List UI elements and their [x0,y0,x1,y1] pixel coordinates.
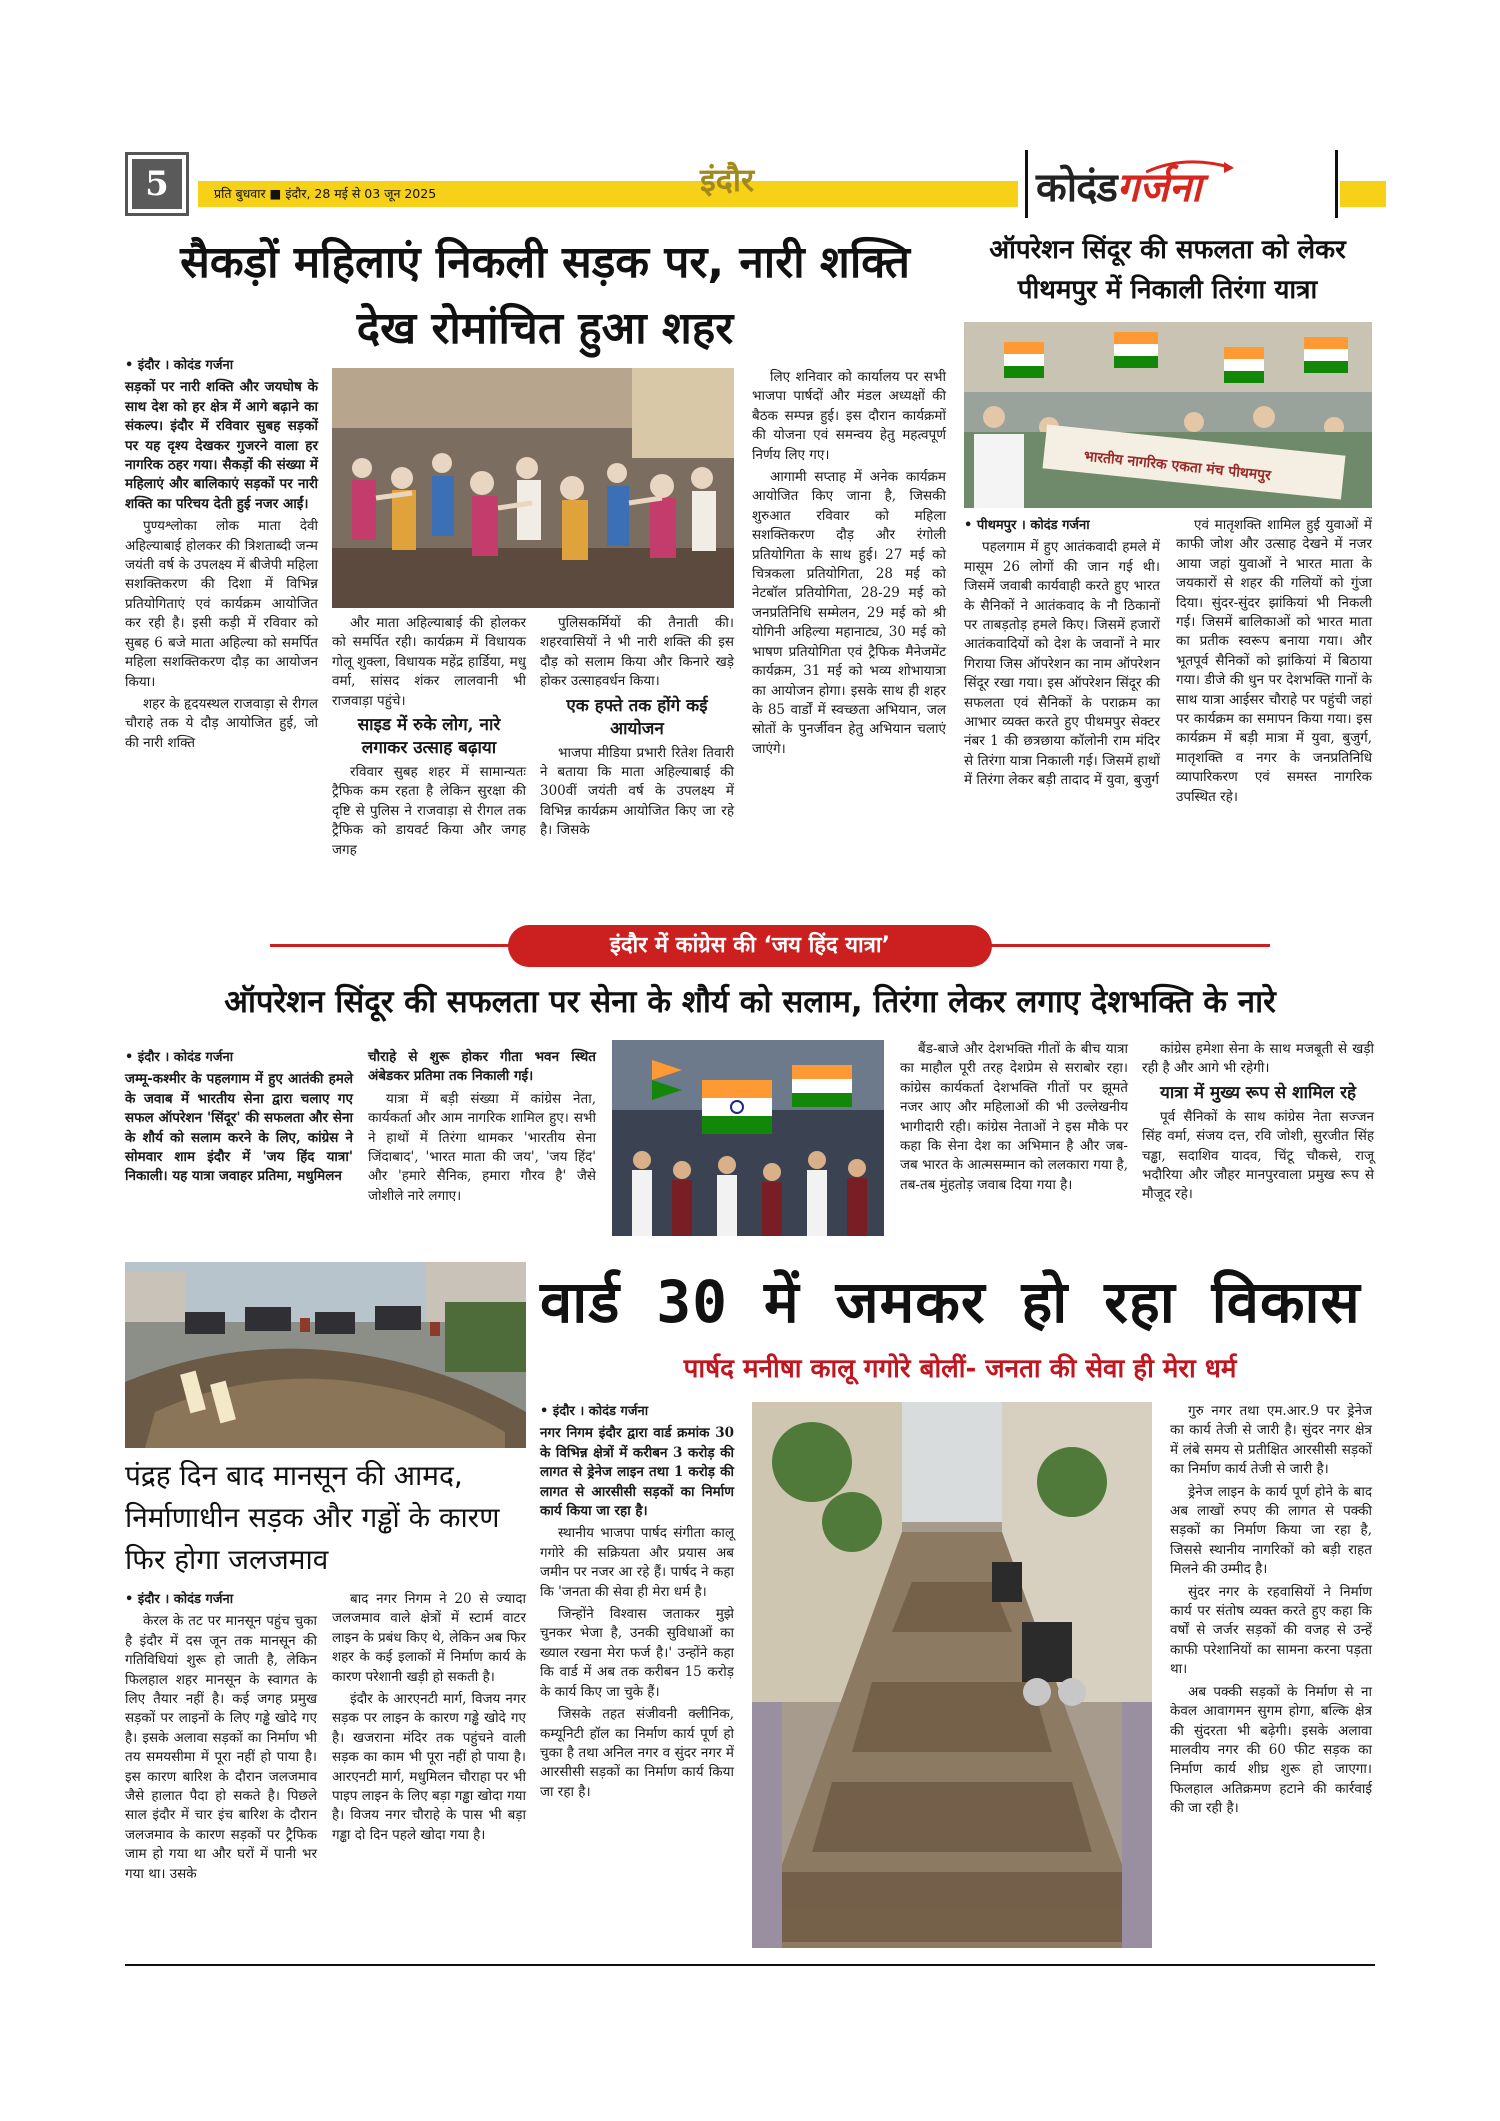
story5-subheadline: पार्षद मनीषा कालू गगोरे बोलीं- जनता की सेवा ही मेरा धर्म [683,1354,1237,1384]
brand-name-2: गर्जना [1116,165,1202,211]
edition-date: प्रति बुधवार ■ इंदौर, 28 मई से 03 जून 2025 [214,186,437,201]
story5-col1 [540,1402,734,1805]
story2-banner-text: भारतीय नागरिक एकता मंच पीथमपुर [1083,448,1272,485]
story1-para: लिए शनिवार को कार्यालय पर सभी भाजपा पार्षदों और मंडल अध्यक्षों की बैठक सम्पन्न हुई। इस दौरान कार्यक्रमों की योजना एवं समन्वय हेतु महत्वपूर्ण निर्णय लिए गए। [752,369,946,463]
story3-subhead: यात्रा में मुख्य रूप से शामिल रहे [1159,1082,1357,1103]
story5-para: जिसके तहत संजीवनी क्लीनिक, कम्यूनिटी हॉल का निर्माण कार्य पूर्ण हो चुका है तथा अनिल नगर व सुंदर नगर में आरसीसी सड़कों का निर्माण कार्य किया जा रहा है। [540,1706,734,1800]
story3-col1 [125,1048,353,1190]
story5-col3 [1170,1402,1372,1822]
story3-para: कांग्रेस हमेशा सेना के साथ मजबूती से खड़ी रही है और आगे भी रहेगी। [1142,1041,1374,1077]
story1-col2 [332,614,526,863]
story5-para: स्थानीय भाजपा पार्षद संगीता कालू गगोरे की सक्रियता और प्रयास अब जमीन पर नजर आ रहे हैं। पार्षद ने कहा कि 'जनता की सेवा ही मेरा धर्म है। [540,1525,734,1600]
story1-para: आगामी सप्ताह में अनेक कार्यक्रम आयोजित किए जाना है, जिसकी शुरुआत रविवार को महिला सशक्तिकरण दौड़ और रंगोली प्रतियोगिता के साथ हुई। 27 मई को चित्रकला प्रतियोगिता, 28 मई को नेटबॉल प्रतियोगिता, 28-29 मई को जनप्रतिनिधि सम्मेलन, 29 मई को श्री योगिनी अहिल्या महानाट्य, 30 मई को भाषण प्रतियोगिता एवं ट्रैफिक मैनेजमेंट कार्यक्रम, 31 मई को भव्य शोभायात्रा का आयोजन होगा। इसके साथ ही शहर के 85 वार्डों में स्वच्छता अभियान, जल स्रोतों के पुनर्जीवन हेतु अभियान चलाएं जाएंगे। [752,469,946,757]
story2-photo [964,322,1372,508]
brand-divider-right [1335,150,1338,218]
story5-dateline: • इंदौर । कोदंड गर्जना [540,1404,649,1419]
story2-headline: ऑपरेशन सिंदूर की सफलता को लेकर पीथमपुर में निकाली तिरंगा यात्रा [989,235,1346,305]
story1-para: पुण्यश्लोका लोक माता देवी अहिल्याबाई होलकर की त्रिशताब्दी जन्म जयंती वर्ष के उपलक्ष्य में बीजेपी महिला सशक्तिकरण की दिशा में विभिन्न प्रतियोगिताएं एवं कार्यक्रम आयोजित कर रही है। इसी कड़ी में रविवार को सुबह 6 बजे माता अहिल्या को समर्पित महिला सशक्तिकरण दौड़ का आयोजन किया। [125,518,318,690]
story3-para: पूर्व सैनिकों के साथ कांग्रेस नेता सज्जन सिंह वर्मा, संजय दत्त, रवि जोशी, सुरजीत सिंह चड्ढा, सदाशिव यादव, चिंटू चौकसे, राजू भदौरिया और जौहर मानपुरवाला प्रमुख रूप से मौजूद रहे। [1142,1108,1374,1203]
story5-para: गुरु नगर तथा एम.आर.9 पर ड्रेनेज का कार्य तेजी से जारी है। सुंदर नगर क्षेत्र में लंबे समय से प्रतीक्षित आरसीसी सड़कों का निर्माण कार्य तेजी से जारी है। [1170,1403,1372,1478]
story5-para: सुंदर नगर के रहवासियों ने निर्माण कार्य पर संतोष व्यक्त करते हुए कहा कि वर्षों से जर्जर सड़कों की वजह से उन्हें काफी परेशानियों का सामना करना पड़ता था। [1170,1583,1372,1678]
brand-name-1: कोदंड [1036,165,1117,211]
story3-col2 [368,1048,596,1209]
story3-dateline: • इंदौर । कोदंड गर्जना [125,1050,234,1065]
story1-photo [332,368,734,608]
story3-para: यात्रा में बड़ी संख्या में कांग्रेस नेता, कार्यकर्ता और आम नागरिक शामिल हुए। सभी ने हाथों में तिरंगा थामकर 'भारतीय सेना जिंदाबाद', 'भारत माता की जय', 'जय हिंद' और 'हमारे सैनिक, हमारा गौरव है' जैसे जोशीले नारे लगाए। [368,1090,596,1204]
story5-para: जिन्होंने विश्वास जताकर मुझे चुनकर भेजा है, उनकी सुविधाओं का ख्याल रखना मेरा फर्ज है।' उन्होंने कहा कि वार्ड में अब तक करीबन 15 करोड़ के कार्य किए जा चुके हैं। [540,1606,734,1700]
story4-col2 [332,1590,526,1848]
story1-col1 [125,356,318,756]
story1-dateline: • इंदौर । कोदंड गर्जना [125,358,234,373]
story4-photo [125,1262,526,1448]
story3-headline: ऑपरेशन सिंदूर की सफलता पर सेना के शौर्य को सलाम, तिरंगा लेकर लगाए देशभक्ति के नारे [224,984,1276,1020]
story3-lead: चौराहे से शुरू होकर गीता भवन स्थित अंबेडकर प्रतिमा तक निकाली गई। [368,1049,596,1085]
story1-subhead: एक हफ्ते तक होंगे कई आयोजन [566,695,708,739]
story1-subhead: साइड में रुके लोग, नारे लगाकर उत्साह बढ़ाया [357,715,501,759]
story1-col3 [540,614,734,844]
page-number-box [125,152,189,216]
header-band-right [1340,181,1386,207]
story5-para: ड्रेनेज लाइन के कार्य पूर्ण होने के बाद अब लाखों रुपए की लागत से पक्की सड़कों का निर्माण किया जा रहा है, जिससे स्थानीय नागरिकों को बड़ी राहत मिलने की उम्मीद है। [1170,1483,1372,1578]
story3-kicker-text: इंदौर में कांग्रेस की ‘जय हिंद यात्रा’ [610,933,890,958]
story1-col4 [752,368,946,762]
story1-para: पुलिसकर्मियों की तैनाती की। शहरवासियों ने भी नारी शक्ति की इस दौड़ को सलाम किया और किनारे खड़े होकर उत्साहवर्धन किया। [540,615,734,690]
page-number: 5 [132,159,182,209]
story3-photo [612,1040,884,1236]
story2-para: एवं मातृशक्ति शामिल हुई युवाओं में काफी जोश और उत्साह देखने में नजर आया जहां युवाओं ने भारत माता के जयकारों से शहर की गलियों को गुंजा दिया। सुंदर-सुंदर झांकियां भी निकली गई। जिसमें बालिकाओं को भारत माता का प्रतीक स्वरूप बनाया गया। और भूतपूर्व सैनिकों को झांकियां में बिठाया गया। डीजे की धुन पर देशभक्ति गानों के साथ यात्रा आईसर चौराहे पर पहुंची जहां पर कार्यक्रम का समापन किया गया। इस कार्यक्रम में बड़ी मात्रा में युवा, बुजुर्ग, मातृशक्ति व नगर के जनप्रतिनिधि व्यापारिकरण एवं समस्त नागरिक उपस्थित रहे। [1176,517,1372,805]
city-label: इंदौर [700,161,755,199]
story3-kicker [508,925,992,967]
story5-lead: नगर निगम इंदौर द्वारा वार्ड क्रमांक 30 के विभिन्न क्षेत्रों में करीबन 3 करोड़ की लागत से ड्रेनेज लाइन तथा 1 करोड़ की लागत से आरसीसी सड़कों का निर्माण कार्य किया जा रहा है। [540,1425,734,1520]
story5-headline: वार्ड 30 में जमकर हो रहा विकास [540,1268,1361,1336]
story3-col3 [900,1040,1128,1198]
story3-lead: जम्मू-कश्मीर के पहलगाम में हुए आतंकी हमले के जवाब में भारतीय सेना द्वारा चलाए गए सफल ऑपरेशन 'सिंदूर' की सफलता और सेना के शौर्य को सलाम करने के लिए, कांग्रेस ने सोमवार शाम इंदौर में 'जय हिंद यात्रा' निकाली। यह यात्रा जवाहर प्रतिमा, मधुमिलन [125,1071,353,1185]
story1-para: रविवार सुबह शहर में सामान्यतः ट्रैफिक कम रहता है लेकिन सुरक्षा की दृष्टि से पुलिस ने राजवाड़ा से रीगल तक ट्रैफिक को डायवर्ट किया और जगह जगह [332,764,526,858]
story3-para: बैंड-बाजे और देशभक्ति गीतों के बीच यात्रा का माहौल पूरी तरह देशप्रेम से सराबोर रहा। कांग्रेस कार्यकर्ता देशभक्ति गीतों पर झूमते नजर आए और महिलाओं की भी उल्लेखनीय भागीदारी रही। कांग्रेस नेताओं ने इस मौके पर कहा कि सेना देश का अभिमान है और जब-जब भारत के आत्मसम्मान को ललकारा गया है, तब-तब मुंहतोड़ जवाब दिया गया है। [900,1041,1128,1193]
story2-para: पहलगाम में हुए आतंकवादी हमले में मासूम 26 लोगों की जान गई थी। जिसमें जवाबी कार्यवाही करते हुए भारत के सैनिकों ने आतंकवाद के नौ ठिकानों पर ताबड़तोड़ हमले किए। जिसमें हजारों आतंकवादियों को देश के जवानों ने मार गिराया जिस ऑपरेशन का नाम ऑपरेशन सिंदूर रखा गया। इस ऑपरेशन सिंदूर की सफलता एवं सैनिकों के पराक्रम का आभार व्यक्त करते हुए पीथमपुर सेक्टर नंबर 1 की छत्रछाया कॉलोनी राम मंदिर से तिरंगा यात्रा निकाली गई। जिसमें हाथों में तिरंगा लेकर बड़ी तादाद में युवा, बुजुर्ग [964,539,1160,789]
story4-para: केरल के तट पर मानसून पहुंच चुका है इंदौर में दस जून तक मानसून की गतिविधियां शुरू हो जाती है, लेकिन फिलहाल शहर मानसून के स्वागत के लिए तैयार नहीं है। कई जगह प्रमुख सड़कों पर लाइनों के लिए गड्ढे खोदे गए है। इसके अलावा सड़कों का निर्माण भी तय समयसीमा में पूरा नहीं हो पाया है। इस कारण बारिश के दौरान जलजमाव जैसे हालात पैदा हो सकते है। पिछले साल इंदौर में चार इंच बारिश के दौरान जलजमाव के कारण सड़कों पर ट्रैफिक जाम हो गया था और घरों में पानी भर गया था। उसके [125,1613,317,1882]
story5-photo [752,1402,1152,1948]
arrow-icon [1146,158,1236,178]
story5-para: अब पक्की सड़कों के निर्माण से ना केवल आवागमन सुगम होगा, बल्कि क्षेत्र की सुंदरता भी बढ़ेगी। इसके अलावा मालवीय नगर की 60 फीट सड़क का निर्माण कार्य शीघ्र शुरू हो जाएगा। फिलहाल अतिक्रमण हटाने की कार्रवाई की जा रही है। [1170,1683,1372,1817]
story1-lead: सड़कों पर नारी शक्ति और जयघोष के साथ देश को हर क्षेत्र में आगे बढ़ाने का संकल्प। इंदौर में रविवार सुबह सड़कों पर यह दृश्य देखकर गुजरने वाला हर नागरिक ठहर गया। सैकड़ों की संख्या में महिलाएं और बालिकाएं सड़कों पर नारी शक्ति का परिचय देती हुई नजर आईं। [125,379,318,512]
brand-divider-left [1025,150,1028,218]
story2-col1 [964,516,1160,794]
story1-para: शहर के हृदयस्थल राजवाड़ा से रीगल चौराहे तक ये दौड़ आयोजित हुई, जो की नारी शक्ति [125,695,318,751]
story1-headline: सैकड़ों महिलाएं निकली सड़क पर, नारी शक्ति देख रोमांचित हुआ शहर [180,237,910,354]
brand-logo [1036,158,1336,218]
story1-para: और माता अहिल्याबाई की होलकर को समर्पित रही। कार्यक्रम में विधायक गोलू शुक्ला, विधायक महेंद्र हार्डिया, मधु वर्मा, सांसद शंकर लालवानी भी राजवाड़ा पहुंचे। [332,615,526,709]
story4-para: बाद नगर निगम ने 20 से ज्यादा जलजमाव वाले क्षेत्रों में स्टार्म वाटर लाइन के प्रबंध किए थे, लेकिन अब फिर शहर के कई इलाकों में निर्माण कार्य के कारण परेशानी खड़ी हो सकती है। [332,1591,526,1685]
story2-col2 [1176,516,1372,810]
story4-dateline: • इंदौर । कोदंड गर्जना [125,1592,234,1607]
story4-para: इंदौर के आरएनटी मार्ग, विजय नगर सड़क पर लाइन के कारण गड्ढे खोदे गए है। खजराना मंदिर तक पहुंचने वाली सड़क का काम भी पूरा नहीं हो पाया है। आरएनटी मार्ग, मधुमिलन चौराहा पर भी पाइप लाइन के लिए बड़ा गड्ढा खोदा गया है। विजय नगर चौराहे के पास भी बड़ा गड्ढा दो दिन पहले खोदा गया है। [332,1691,526,1843]
story2-dateline: • पीथमपुर । कोदंड गर्जना [964,518,1090,533]
story3-col4 [1142,1040,1374,1208]
story4-col1 [125,1590,317,1887]
story1-para: भाजपा मीडिया प्रभारी रितेश तिवारी ने बताया कि माता अहिल्याबाई की 300वीं जयंती वर्ष के उपलक्ष्य में विभिन्न कार्यक्रम आयोजित किए जा रहे है। जिसके [540,744,734,839]
bottom-rule [125,1964,1375,1966]
story4-headline: पंद्रह दिन बाद मानसून की आमद, निर्माणाधीन सड़क और गड्ढों के कारण फिर होगा जलजमाव [125,1459,500,1576]
